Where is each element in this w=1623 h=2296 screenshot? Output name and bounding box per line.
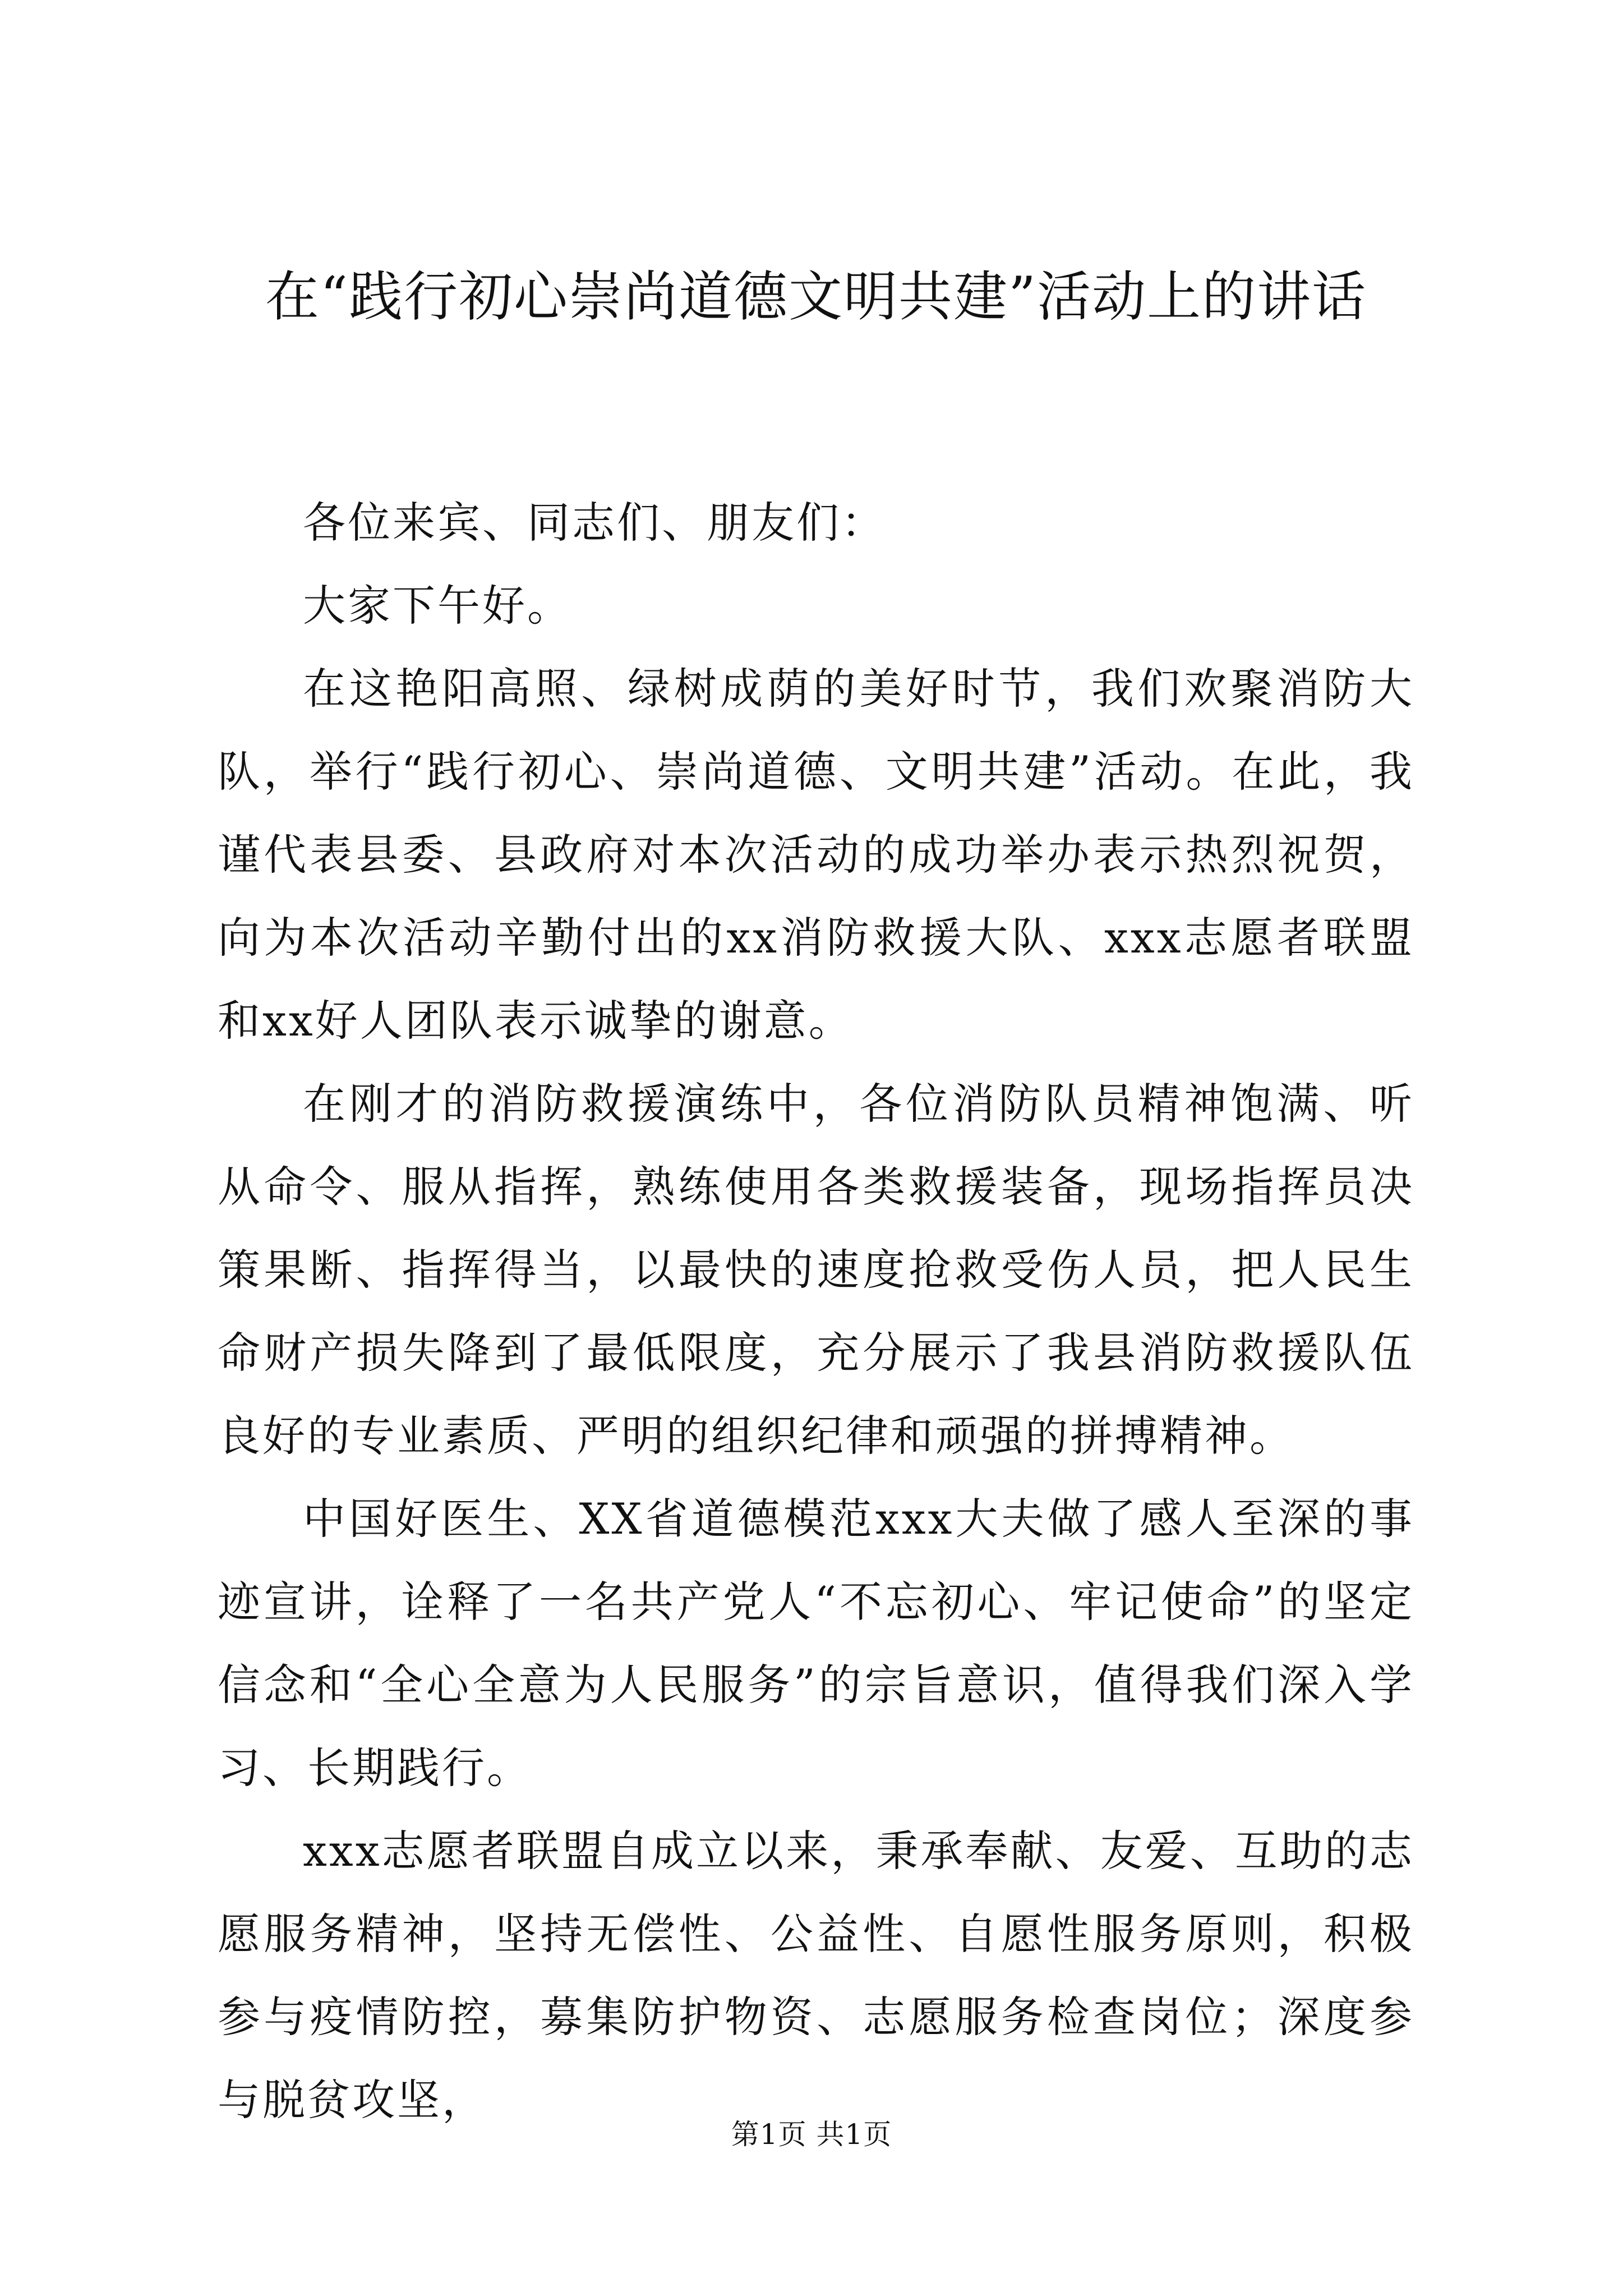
paragraph: xxx志愿者联盟自成立以来，秉承奉献、友爱、互助的志愿服务精神，坚持无偿性、公益性、自愿性服务原则，积极参与疫情防控，募集防护物资、志愿服务检查岗位；深度参与脱贫攻坚， — [218, 1826, 1414, 2125]
document-title: 在“践行初心崇尚道德文明共建”活动上的讲话 — [265, 265, 1367, 328]
salutation: 各位来宾、同志们、朋友们： — [303, 498, 886, 547]
paragraph: 在这艳阳高照、绿树成荫的美好时节，我们欢聚消防大队，举行“践行初心、崇尚道德、文明共建”活动。在此，我谨代表县委、县政府对本次活动的成功举办表示热烈祝贺，向为本次活动辛勤付出的xx消防救援大队、xxx志愿者联盟和xx好人团队表示诚挚的谢意。 — [218, 664, 1414, 1046]
paragraph: 中国好医生、XX省道德模范xxx大夫做了感人至深的事迹宣讲，诠释了一名共产党人“不忘初心、牢记使命”的坚定信念和“全心全意为人民服务”的宗旨意识，值得我们深入学习、长期践行。 — [218, 1494, 1414, 1793]
page-number-footer: 第1页 共1页 — [731, 2118, 892, 2151]
greeting: 大家下午好。 — [303, 581, 572, 631]
document-body — [218, 481, 1414, 2142]
paragraph: 在刚才的消防救援演练中，各位消防队员精神饱满、听从命令、服从指挥，熟练使用各类救援装备，现场指挥员决策果断、指挥得当，以最快的速度抢救受伤人员，把人民生命财产损失降到了最低限度，充分展示了我县消防救援队伍良好的专业素质、严明的组织纪律和顽强的拼搏精神。 — [218, 1079, 1414, 1461]
